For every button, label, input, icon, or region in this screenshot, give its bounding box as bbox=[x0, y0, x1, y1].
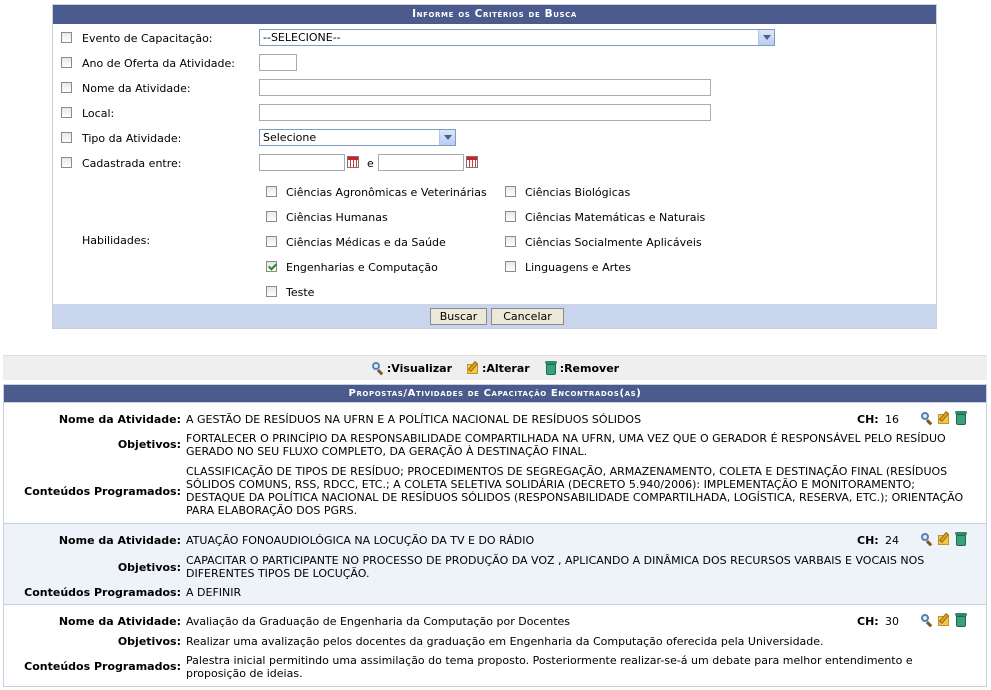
legend-remove bbox=[544, 361, 619, 375]
contents-field-label: Conteúdos Programados: bbox=[24, 660, 181, 673]
contents-field-label: Conteúdos Programados: bbox=[24, 586, 181, 599]
activity-objectives: CAPACITAR O PARTICIPANTE NO PROCESSO DE PRODUÇÃO DA VOZ , APLICANDO A DINÂMICA DOS RECURSOS VARBAIS E VOCAIS NOS DIFERENTES TIPOS DE LOCUÇÃO. bbox=[186, 554, 925, 580]
ch-label: CH: bbox=[857, 615, 879, 628]
result-record bbox=[4, 523, 986, 604]
name-filter-checkbox[interactable] bbox=[61, 82, 72, 93]
objectives-field-label: Objetivos: bbox=[117, 561, 181, 574]
activity-name: ATUAÇÃO FONOAUDIOLÓGICA NA LOCUÇÃO DA TV E DO RÁDIO bbox=[186, 534, 535, 547]
trash-icon[interactable] bbox=[954, 613, 968, 627]
objectives-field-label: Objetivos: bbox=[117, 438, 181, 451]
local-row bbox=[53, 104, 936, 126]
legend-view-label: :Visualizar bbox=[386, 361, 452, 375]
skill-label: Teste bbox=[286, 286, 315, 299]
results-title: Propostas/Atividades de Capacitação Encontrados(as) bbox=[4, 385, 986, 402]
legend-remove-label: :Remover bbox=[559, 361, 620, 375]
result-record bbox=[4, 604, 986, 686]
year-filter-checkbox[interactable] bbox=[61, 57, 72, 68]
edit-icon[interactable] bbox=[937, 613, 951, 627]
type-row bbox=[53, 129, 936, 151]
view-icon[interactable] bbox=[920, 613, 934, 627]
year-row bbox=[53, 54, 936, 76]
calendar-icon[interactable] bbox=[347, 156, 359, 168]
ch-label: CH: bbox=[857, 413, 879, 426]
local-label: Local: bbox=[82, 107, 115, 120]
chevron-down-icon bbox=[439, 130, 455, 145]
activity-name: Avaliação da Graduação de Engenharia da Computação por Docentes bbox=[186, 615, 571, 628]
row-actions bbox=[920, 411, 968, 425]
search-button[interactable]: Buscar bbox=[430, 308, 487, 325]
date-filter-checkbox[interactable] bbox=[61, 157, 72, 168]
contents-field-label: Conteúdos Programados: bbox=[24, 485, 181, 498]
date-separator: e bbox=[367, 157, 374, 170]
skills-label: Habilidades: bbox=[82, 234, 151, 247]
edit-icon bbox=[466, 361, 480, 375]
name-field-label: Nome da Atividade: bbox=[58, 534, 181, 547]
view-icon[interactable] bbox=[920, 411, 934, 425]
year-label: Ano de Oferta da Atividade: bbox=[82, 57, 236, 70]
type-select-value: Selecione bbox=[263, 131, 317, 144]
activity-objectives: FORTALECER O PRINCÍPIO DA RESPONSABILIDADE COMPARTILHADA NA UFRN, UMA VEZ QUE O GERADOR É RESPONSÁVEL PELO RESÍDUO GERADO NO SEU FLUXO COMPLETO, DA GERAÇÃO À DESTINAÇÃO FINAL. bbox=[186, 432, 946, 458]
activity-name: A GESTÃO DE RESÍDUOS NA UFRN E A POLÍTICA NACIONAL DE RESÍDUOS SÓLIDOS bbox=[186, 413, 642, 426]
skill-checkbox[interactable] bbox=[266, 236, 277, 247]
date-from-input[interactable] bbox=[259, 154, 345, 171]
event-select-value: --SELECIONE-- bbox=[263, 31, 341, 44]
name-label: Nome da Atividade: bbox=[82, 82, 191, 95]
trash-icon[interactable] bbox=[954, 411, 968, 425]
event-filter-checkbox[interactable] bbox=[61, 32, 72, 43]
skill-checkbox[interactable] bbox=[505, 186, 516, 197]
ch-value: 30 bbox=[885, 615, 899, 628]
date-label: Cadastrada entre: bbox=[82, 157, 182, 170]
skill-checkbox[interactable] bbox=[266, 211, 277, 222]
local-input[interactable] bbox=[259, 104, 711, 121]
skill-label: Ciências Agronômicas e Veterinárias bbox=[286, 186, 487, 199]
edit-icon[interactable] bbox=[937, 411, 951, 425]
form-footer bbox=[53, 304, 936, 328]
year-input[interactable] bbox=[259, 54, 297, 71]
ch-value: 24 bbox=[885, 534, 899, 547]
legend-edit bbox=[466, 361, 530, 375]
trash-icon[interactable] bbox=[954, 532, 968, 546]
skill-label: Ciências Socialmente Aplicáveis bbox=[525, 236, 702, 249]
row-actions bbox=[920, 613, 968, 627]
edit-icon[interactable] bbox=[937, 532, 951, 546]
trash-icon bbox=[544, 361, 558, 375]
cancel-button[interactable]: Cancelar bbox=[491, 308, 564, 325]
skill-checkbox[interactable] bbox=[505, 261, 516, 272]
skill-label: Ciências Biológicas bbox=[525, 186, 631, 199]
action-legend bbox=[3, 355, 987, 380]
local-filter-checkbox[interactable] bbox=[61, 107, 72, 118]
chevron-down-icon bbox=[758, 30, 774, 45]
name-field-label: Nome da Atividade: bbox=[58, 413, 181, 426]
type-filter-checkbox[interactable] bbox=[61, 132, 72, 143]
name-field-label: Nome da Atividade: bbox=[58, 615, 181, 628]
legend-view bbox=[371, 361, 452, 375]
event-select[interactable] bbox=[259, 29, 775, 46]
activity-objectives: Realizar uma avalização pelos docentes da graduação em Engenharia da Computação oferecida pela Universidade. bbox=[186, 635, 824, 648]
ch-label: CH: bbox=[857, 534, 879, 547]
skill-checkbox[interactable] bbox=[505, 211, 516, 222]
search-form-title: Informe os Critérios de Busca bbox=[53, 5, 936, 24]
legend-edit-label: :Alterar bbox=[482, 361, 530, 375]
magnifier-icon bbox=[371, 361, 385, 375]
skill-checkbox[interactable] bbox=[266, 261, 277, 272]
calendar-icon[interactable] bbox=[466, 156, 478, 168]
skill-checkbox[interactable] bbox=[266, 186, 277, 197]
skill-label: Ciências Médicas e da Saúde bbox=[286, 236, 446, 249]
type-label: Tipo da Atividade: bbox=[82, 132, 182, 145]
ch-value: 16 bbox=[885, 413, 899, 426]
name-row bbox=[53, 79, 936, 101]
date-row bbox=[53, 154, 936, 176]
skill-checkbox[interactable] bbox=[505, 236, 516, 247]
row-actions bbox=[920, 532, 968, 546]
result-record bbox=[4, 402, 986, 523]
event-row bbox=[53, 29, 936, 51]
name-input[interactable] bbox=[259, 79, 711, 96]
event-label: Evento de Capacitação: bbox=[82, 32, 213, 45]
search-form bbox=[52, 4, 937, 329]
skill-label: Ciências Humanas bbox=[286, 211, 388, 224]
type-select[interactable] bbox=[259, 129, 456, 146]
activity-contents: A DEFINIR bbox=[186, 586, 242, 599]
activity-contents: CLASSIFICAÇÃO DE TIPOS DE RESÍDUO; PROCEDIMENTOS DE SEGREGAÇÃO, ARMAZENAMENTO, COLETA E DESTINAÇÃO FINAL (RESÍDUOS SÓLIDOS COMUNS, RSS, RDCC, ETC.; A COLETA SELETIVA SOLIDÁRIA (DECRETO 5.940/2006): IMPLEMENTAÇÃO E MONITORAMENTO; DESTAQUE DA POLÍTICA NACIONAL DE RESÍDUOS SÓLIDOS (RESPONSABILIDADE COMPARTILHADA, LOGÍSTICA, RESERVA, ETC.); ORIENTAÇÃO PARA ELABORAÇÃO DOS PGRS. bbox=[186, 465, 964, 517]
skill-label: Ciências Matemáticas e Naturais bbox=[525, 211, 706, 224]
objectives-field-label: Objetivos: bbox=[117, 635, 181, 648]
results-table bbox=[3, 384, 987, 687]
view-icon[interactable] bbox=[920, 532, 934, 546]
date-to-input[interactable] bbox=[378, 154, 464, 171]
skill-checkbox[interactable] bbox=[266, 286, 277, 297]
activity-contents: Palestra inicial permitindo uma assimilação do tema proposto. Posteriormente realizar-se-á um debate para melhor entendimento e proposição de ideias. bbox=[186, 654, 913, 680]
skill-label: Linguagens e Artes bbox=[525, 261, 631, 274]
skill-label: Engenharias e Computação bbox=[286, 261, 438, 274]
